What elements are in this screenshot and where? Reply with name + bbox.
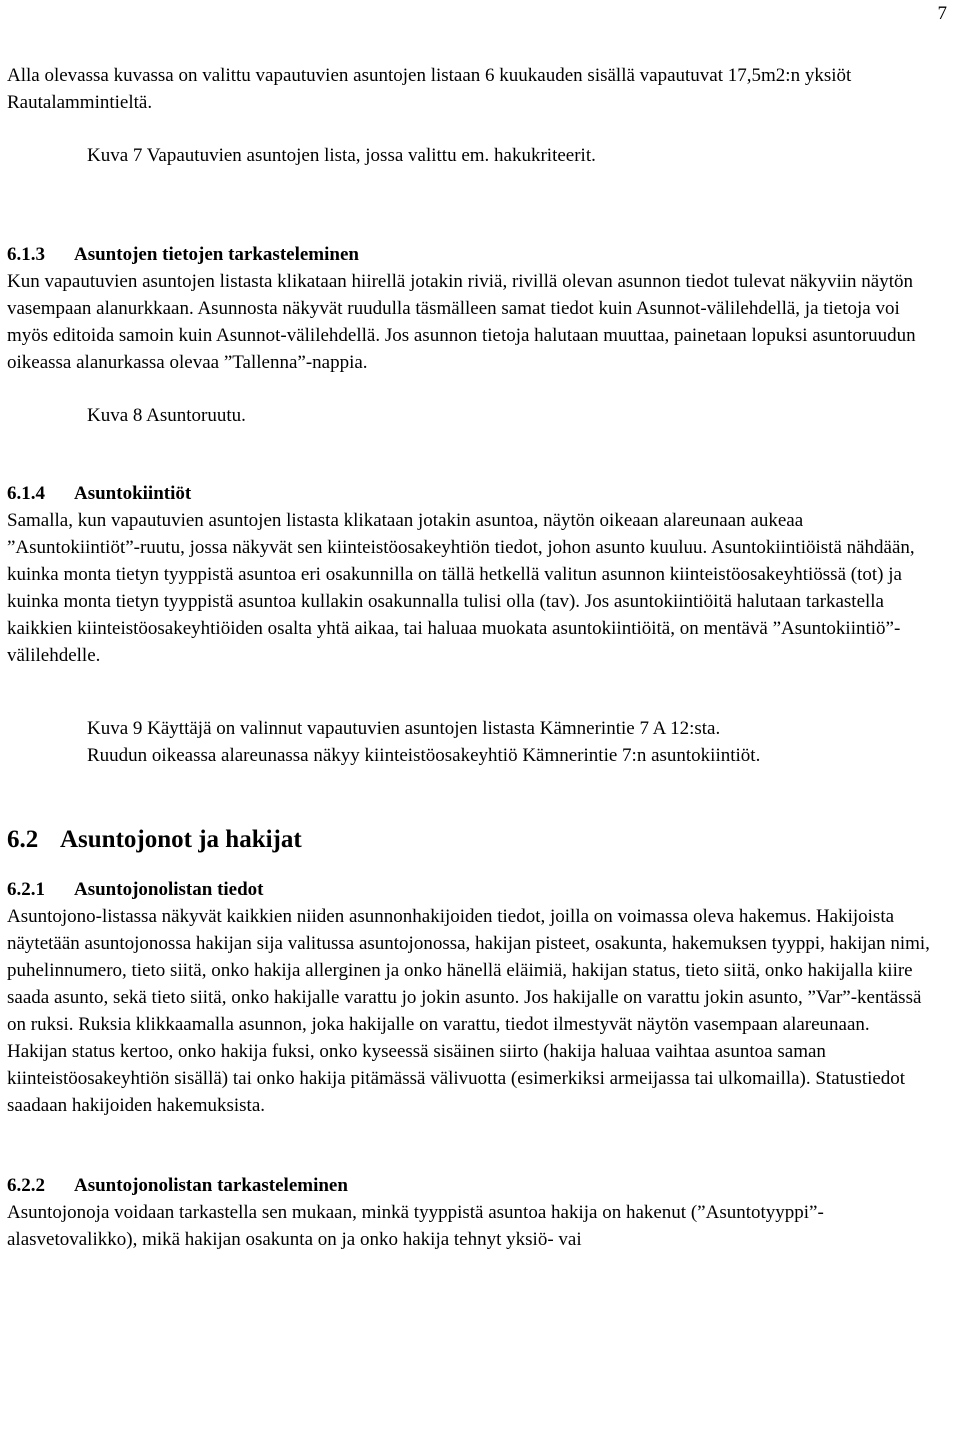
section-number: 6.1.3 bbox=[7, 244, 45, 265]
section-heading-6-1-3 bbox=[7, 241, 937, 268]
intro-paragraph: Alla olevassa kuvassa on valittu vapautuvien asuntojen listaan 6 kuukauden sisällä vapautuvat 17,5m2:n yksiöt Rautalammintieltä. bbox=[7, 65, 852, 113]
document-body bbox=[7, 62, 937, 1253]
figure-caption-9 bbox=[7, 715, 937, 769]
section-heading-6-2 bbox=[7, 824, 937, 856]
figure-caption-9-line-1: Kuva 9 Käyttäjä on valinnut vapautuvien asuntojen listasta Kämnerintie 7 A 12:sta. bbox=[87, 718, 721, 739]
section-title: Asuntojonolistan tiedot bbox=[74, 879, 264, 900]
section-heading-6-2-1 bbox=[7, 876, 937, 903]
section-number: 6.1.4 bbox=[7, 483, 45, 504]
section-heading-6-1-4 bbox=[7, 480, 937, 507]
section-title: Asuntojen tietojen tarkasteleminen bbox=[74, 244, 359, 265]
section-body-6-2-2: Asuntojonoja voidaan tarkastella sen mukaan, minkä tyyppistä asuntoa hakija on hakenut (”Asuntotyyppi”-alasvetovalikko), mikä hakijan osakunta on ja onko hakija tehnyt yksiö- vai bbox=[7, 1202, 824, 1250]
section-number: 6.2 bbox=[7, 826, 39, 853]
figure-caption-9-line-2: Ruudun oikeassa alareunassa näkyy kiinteistöosakeyhtiö Kämnerintie 7:n asuntokiintiöt. bbox=[87, 745, 761, 766]
section-body-6-1-3: Kun vapautuvien asuntojen listasta klikataan hiirellä jotakin riviä, rivillä olevan asunnon tiedot tulevat näkyviin näytön vasempaan alanurkkaan. Asunnosta näkyvät ruudulla täsmälleen samat tiedot kuin Asunnot-välilehdellä, ja tietoja voi myös editoida samoin kuin Asunnot-välilehdellä. Jos asunnon tietoja halutaan muuttaa, painetaan lopuksi asuntoruudun oikeassa alanurkassa olevaa ”Tallenna”-nappia. bbox=[7, 271, 916, 373]
figure-caption-8: Kuva 8 Asuntoruutu. bbox=[87, 405, 246, 426]
section-body-6-2-1-para-2: Hakijan status kertoo, onko hakija fuksi, onko kyseessä sisäinen siirto (hakija haluaa vaihtaa asuntoa saman kiinteistöosakeyhtiön sisällä) tai onko hakija pitämässä välivuotta (esimerkiksi armeijassa tai ulkomailla). Statustiedot saadaan hakijoiden hakemuksista. bbox=[7, 1041, 906, 1116]
section-number: 6.2.2 bbox=[7, 1175, 45, 1196]
section-title: Asuntojonot ja hakijat bbox=[60, 826, 302, 853]
section-heading-6-2-2 bbox=[7, 1172, 937, 1199]
section-title: Asuntojonolistan tarkasteleminen bbox=[74, 1175, 348, 1196]
page-number: 7 bbox=[937, 3, 947, 24]
section-number: 6.2.1 bbox=[7, 879, 45, 900]
figure-caption-7: Kuva 7 Vapautuvien asuntojen lista, jossa valittu em. hakukriteerit. bbox=[87, 145, 596, 166]
section-body-6-2-1-para-1: Asuntojono-listassa näkyvät kaikkien niiden asunnonhakijoiden tiedot, joilla on voimassa oleva hakemus. Hakijoista näytetään asuntojonossa hakijan sija valitussa asuntojonossa, hakijan pisteet, osakunta, hakemuksen tyyppi, hakijan nimi, puhelinnumero, tieto siitä, onko hakija allerginen ja onko hänellä eläimiä, hakijan status, tieto siitä, onko hakijalla kiire saada asunto, sekä tieto siitä, onko hakijalle varattu jo jokin asunto. Jos hakijalle on varattu jokin asunto, ”Var”-kentässä on ruksi. Ruksia klikkaamalla asunnon, joka hakijalle on varattu, tiedot ilmestyvät näytön vasempaan alareunaan. bbox=[7, 906, 930, 1035]
section-title: Asuntokiintiöt bbox=[74, 483, 192, 504]
section-body-6-1-4: Samalla, kun vapautuvien asuntojen listasta klikataan jotakin asuntoa, näytön oikeaan alareunaan aukeaa ”Asuntokiintiöt”-ruutu, jossa näkyvät sen kiinteistöosakeyhtiön tiedot, johon asunto kuuluu. Asuntokiintiöistä nähdään, kuinka monta tietyn tyyppistä asuntoa eri osakunnilla on tällä hetkellä valitun asunnon kiinteistöosakeyhtiössä (tot) ja kuinka monta tietyn tyyppistä asuntoa kullakin osakunnalla tulisi olla (tav). Jos asuntokiintiöitä halutaan tarkastella kaikkien kiinteistöosakeyhtiöiden osalta yhtä aikaa, tai haluaa muokata asuntokiintiöitä, on mentävä ”Asuntokiintiö”-välilehdelle. bbox=[7, 510, 915, 666]
